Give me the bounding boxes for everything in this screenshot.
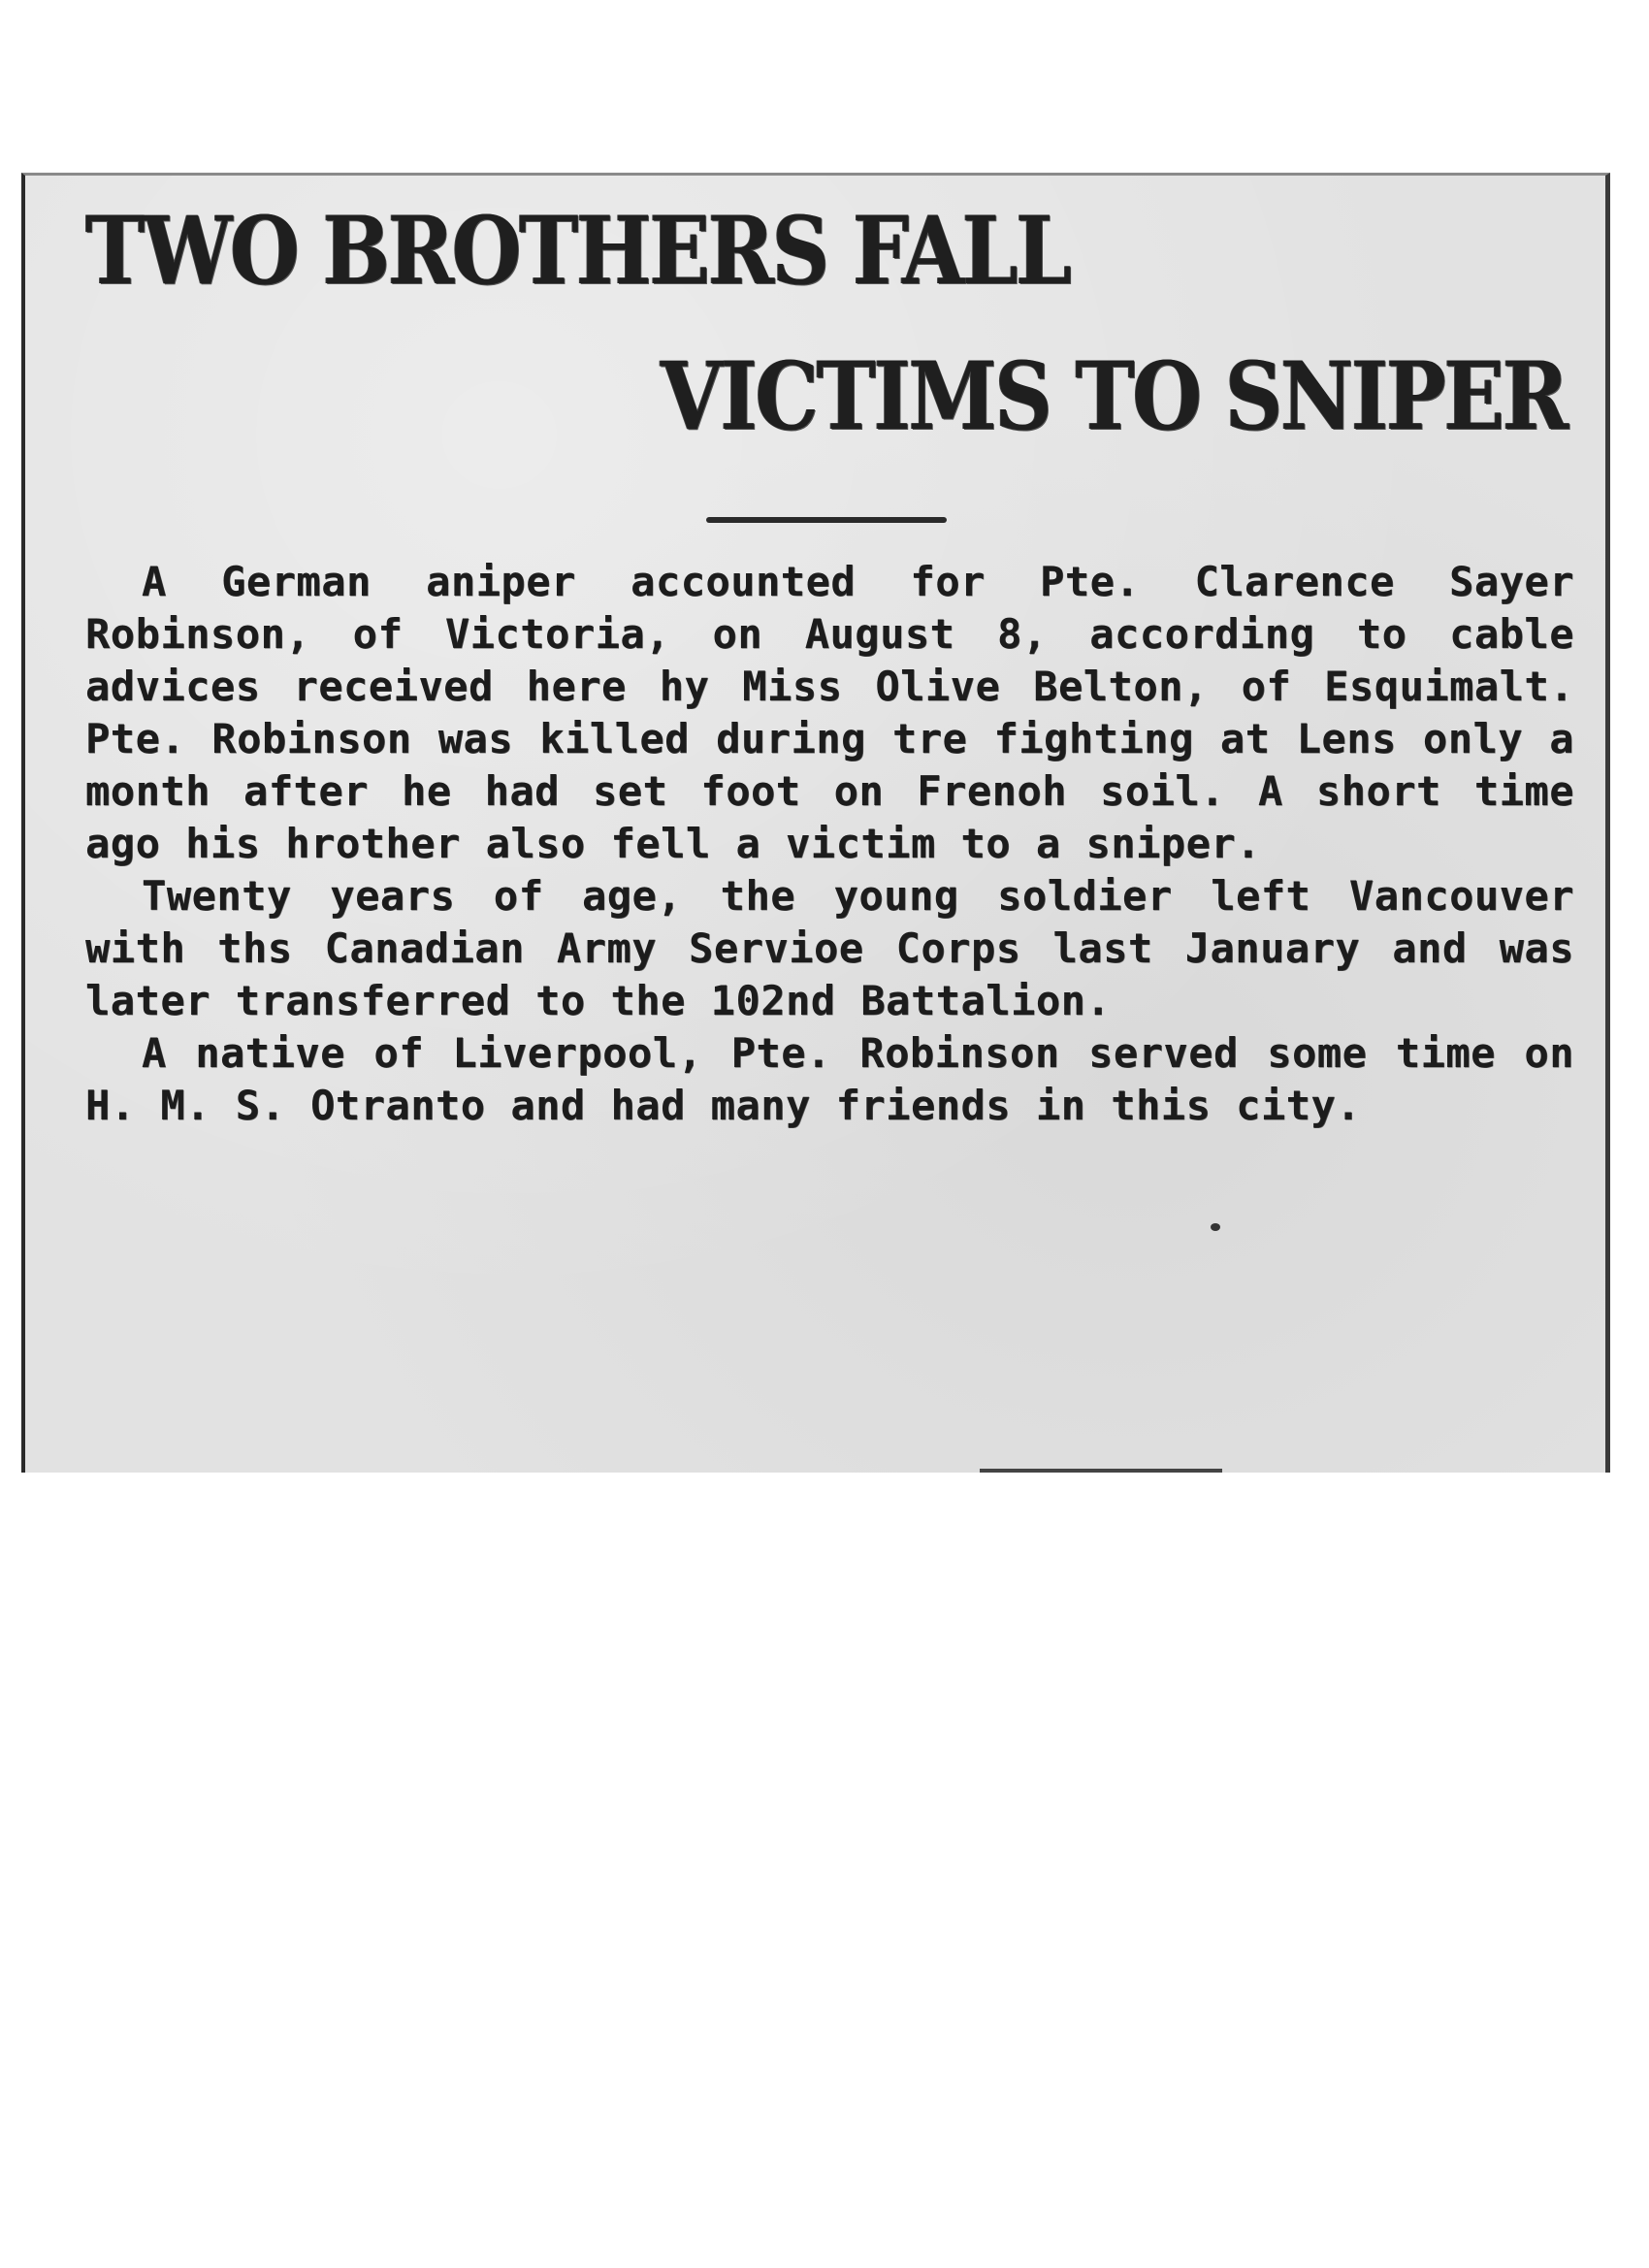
headline-line-2: VICTIMS TO SNIPER bbox=[661, 341, 1567, 451]
clipping-edge-mark bbox=[980, 1469, 1222, 1473]
article-paragraph-2: Twenty years of age, the young soldier left Vancouver with ths Canadian Army Servioe Corps last January and was later transferred to the 102nd Battalion. bbox=[85, 872, 1574, 1024]
headline-divider bbox=[706, 517, 947, 523]
article-paragraph-3: A native of Liverpool, Pte. Robinson served some time on H. M. S. Otranto and had many friends in this city. bbox=[85, 1029, 1574, 1129]
article-body bbox=[85, 556, 1574, 1132]
ink-speck bbox=[1211, 1223, 1220, 1231]
headline-line-1: TWO BROTHERS FALL bbox=[85, 196, 1070, 306]
article-paragraph-1: A German aniper accounted for Pte. Clarence Sayer Robinson, of Victoria, on August 8, according to cable advices received here hy Miss Olive Belton, of Esquimalt. Pte. Robinson was killed during tre fighting at Lens only a month after he had set foot on Frenoh soil. A short time ago his hrother also fell a victim to a sniper. bbox=[85, 558, 1574, 867]
newspaper-clipping bbox=[21, 173, 1610, 1473]
